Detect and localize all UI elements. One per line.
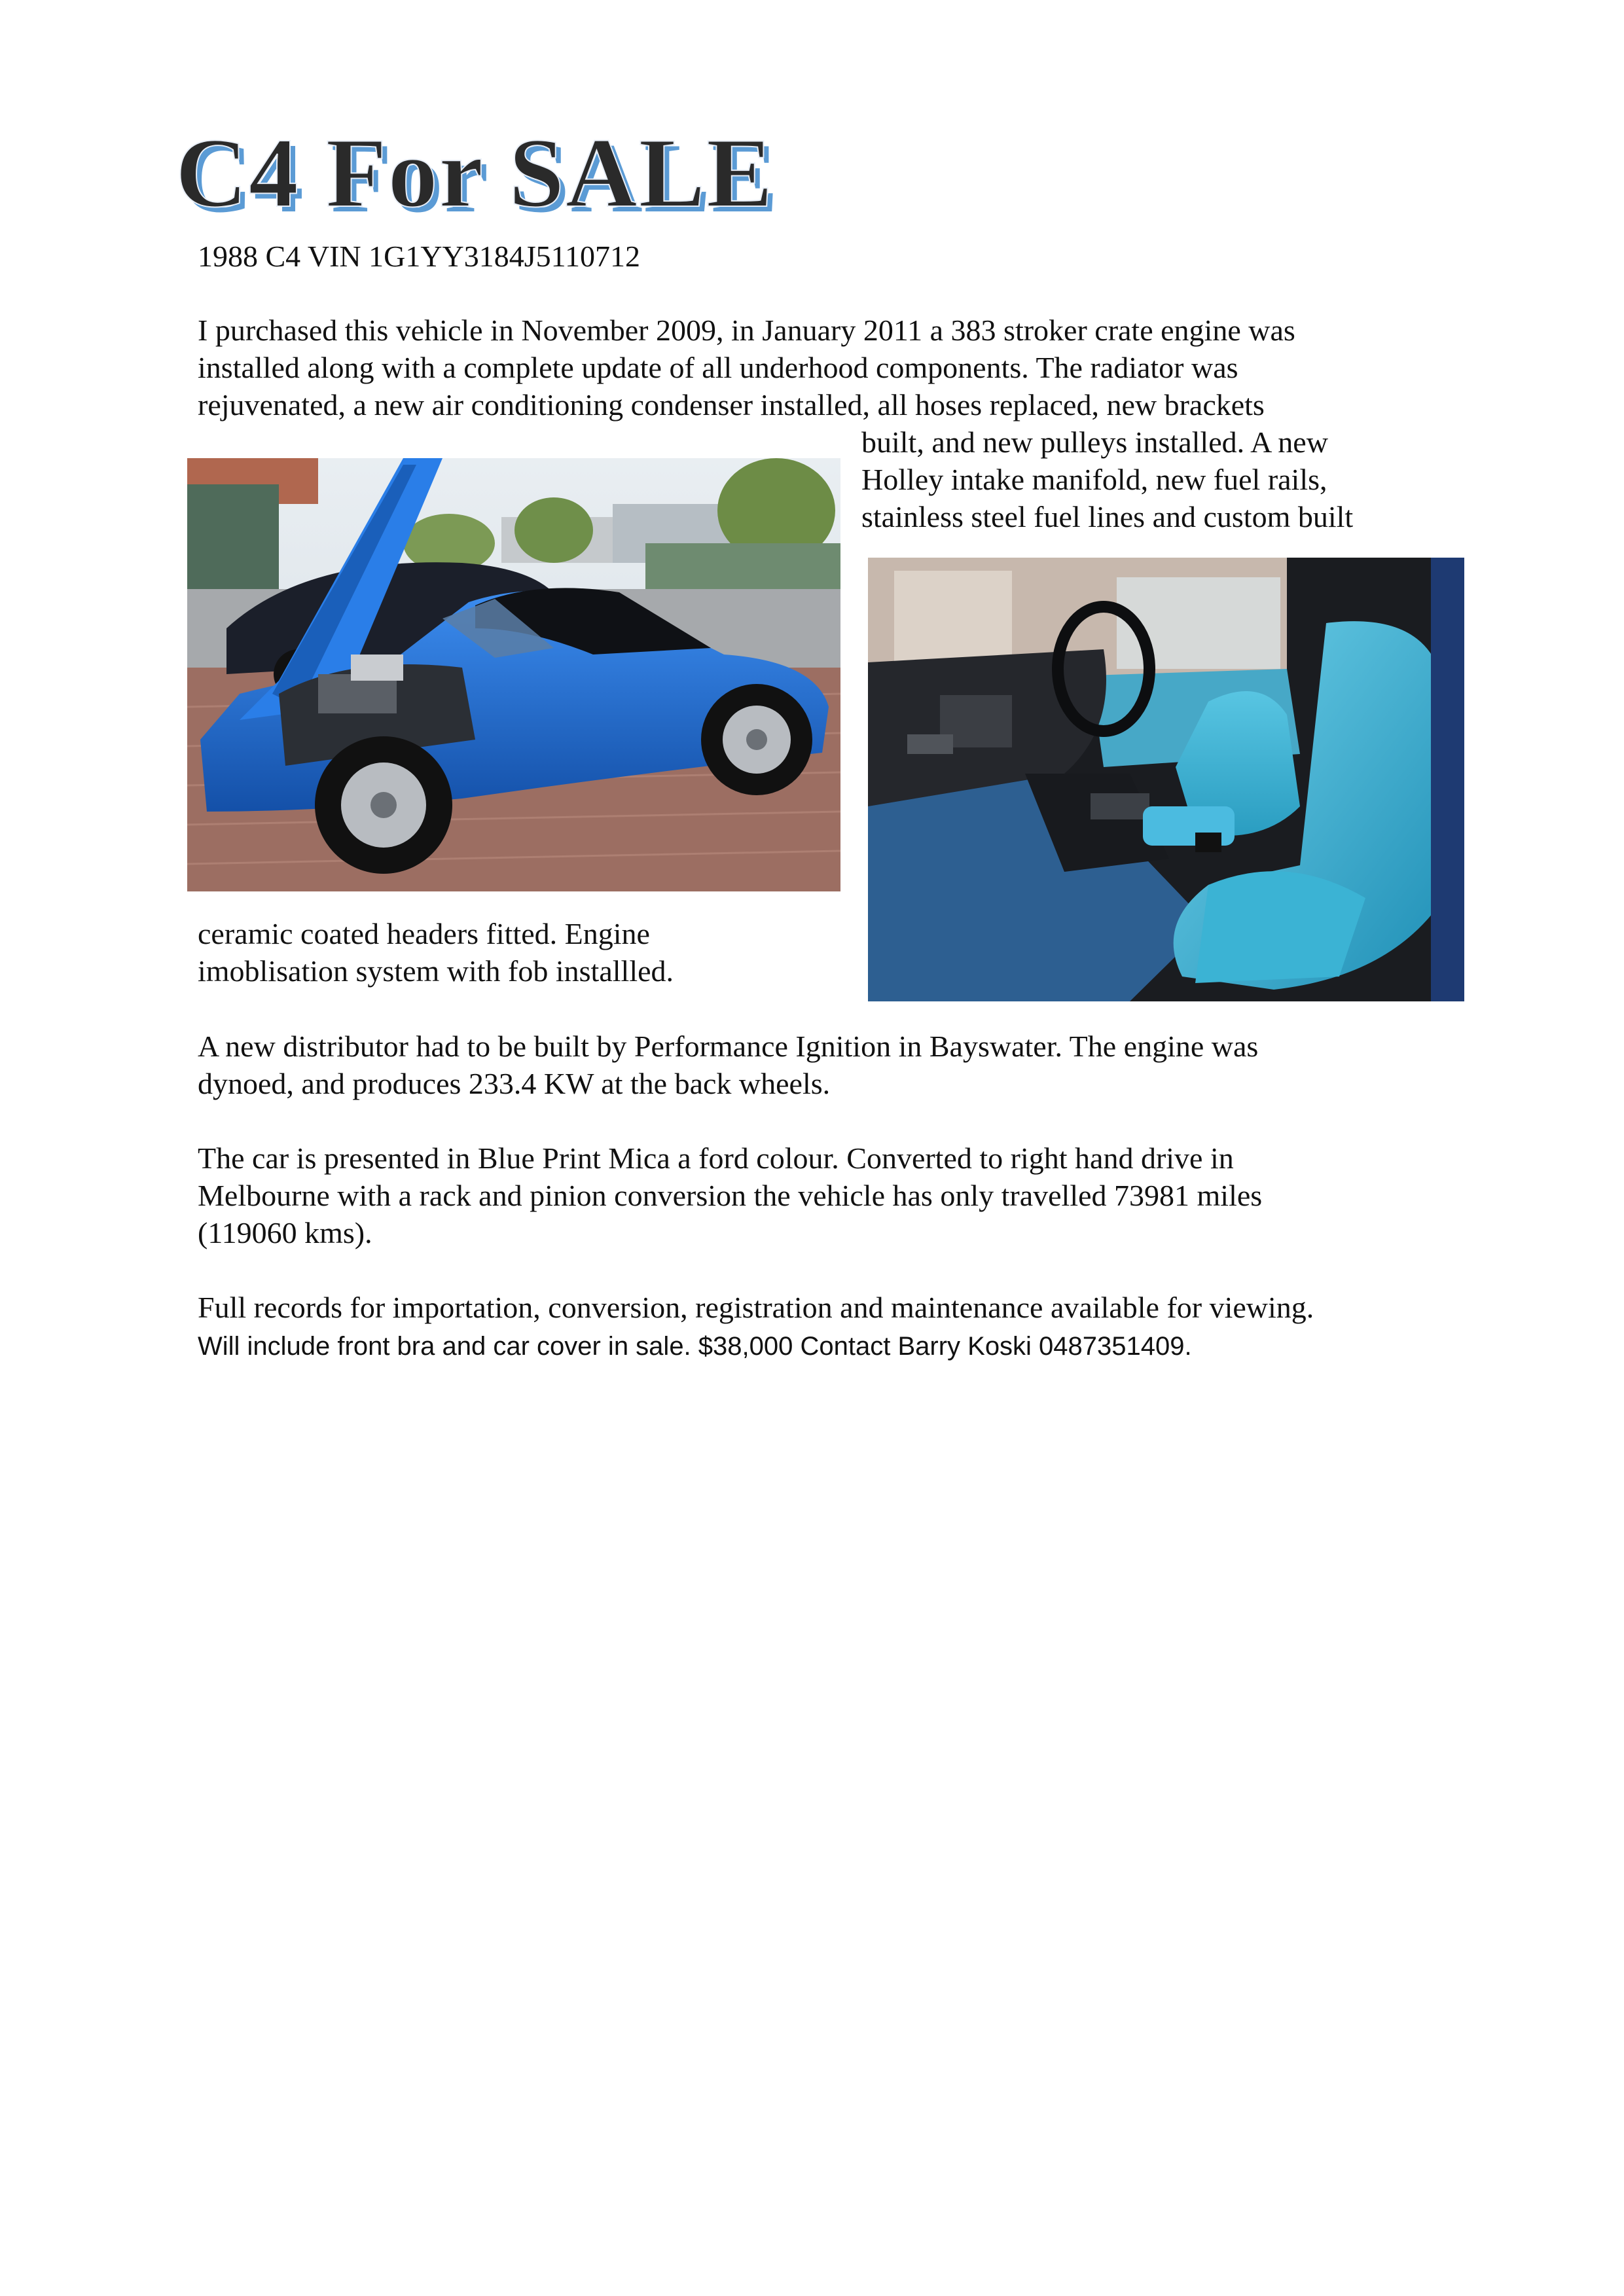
text-line: rejuvenated, a new air conditioning condenser installed, all hoses replaced, new brackets [198, 388, 1265, 422]
text-line: dynoed, and produces 233.4 KW at the back wheels. [198, 1067, 831, 1100]
car-exterior-image [187, 458, 840, 891]
text-line: stainless steel fuel lines and custom built [861, 500, 1354, 533]
text-line: Melbourne with a rack and pinion conversion the vehicle has only travelled 73981 miles [198, 1179, 1263, 1212]
text-line: A new distributor had to be built by Performance Ignition in Bayswater. The engine was [198, 1030, 1259, 1063]
text-line: built, and new pulleys installed. A new [861, 425, 1328, 459]
page-title: C4 For SALE [175, 118, 774, 228]
text-line: ceramic coated headers fitted. Engine [198, 917, 650, 950]
text-line: installed along with a complete update of all underhood components. The radiator was [198, 351, 1238, 384]
text-line: Holley intake manifold, new fuel rails, [861, 463, 1327, 496]
text-line: The car is presented in Blue Print Mica a ford colour. Converted to right hand drive in [198, 1141, 1234, 1175]
car-interior-photo [868, 558, 1464, 1001]
text-line: (119060 kms). [198, 1216, 372, 1249]
records-line: Full records for importation, conversion, registration and maintenance available for viewing. [198, 1291, 1314, 1324]
text-line: I purchased this vehicle in November 2009, in January 2011 a 383 stroker crate engine was [198, 314, 1295, 347]
text-line: imoblisation system with fob installled. [198, 954, 674, 988]
car-interior-image [868, 558, 1464, 1001]
contact-line: Will include front bra and car cover in sale. $38,000 Contact Barry Koski 0487351409. [198, 1332, 1192, 1361]
car-exterior-photo [187, 458, 840, 891]
vin-line: 1988 C4 VIN 1G1YY3184J5110712 [198, 240, 640, 273]
